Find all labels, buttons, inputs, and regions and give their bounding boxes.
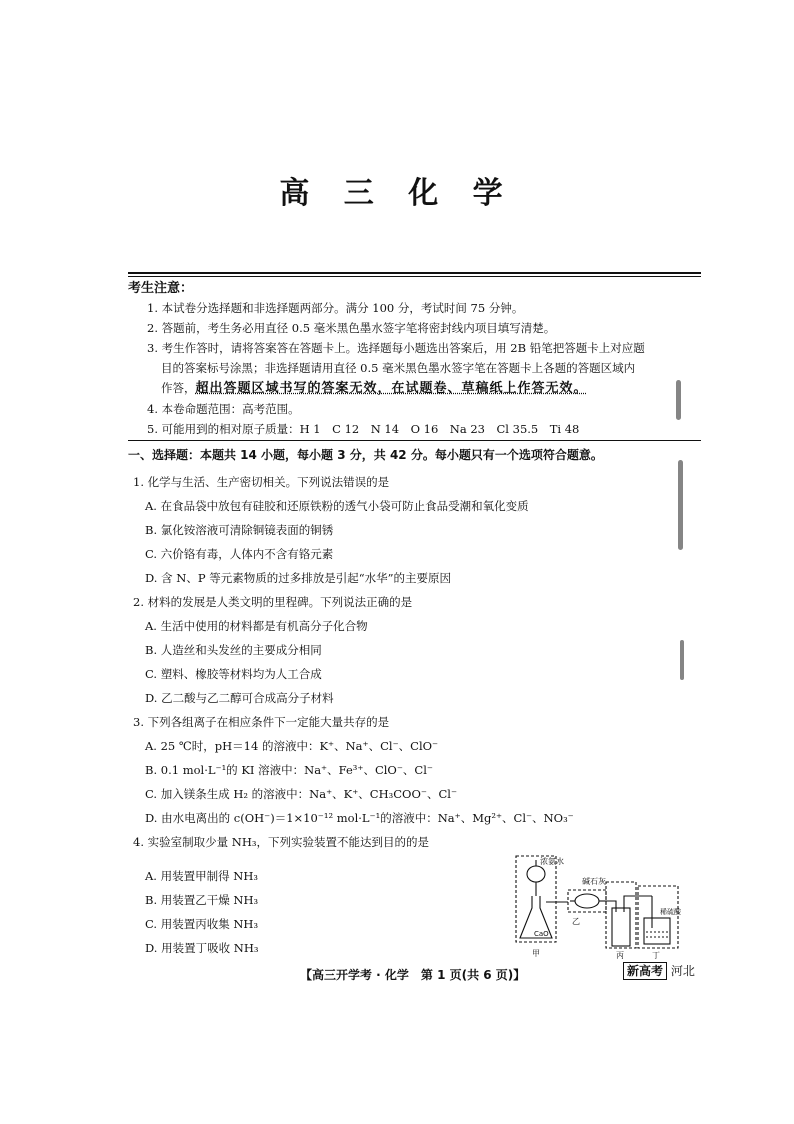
scan-artifact xyxy=(678,460,683,550)
question-stem: 3. 下列各组离子在相应条件下一定能大量共存的是 xyxy=(133,715,390,729)
option: C. 塑料、橡胶等材料均为人工合成 xyxy=(145,667,322,681)
option: D. 由水电离出的 c(OH⁻)＝1×10⁻¹² mol·L⁻¹的溶液中：Na⁺、Mg²⁺、Cl⁻、NO₃⁻ xyxy=(145,811,574,825)
question-4-options xyxy=(145,864,258,960)
question-stem: 1. 化学与生活、生产密切相关。下列说法错误的是 xyxy=(133,475,390,489)
notice-item: 2. 答题前，考生务必用直径 0.5 毫米黑色墨水签字笔将密封线内项目填写清楚。 xyxy=(147,321,556,335)
badge-new-gaokao: 新高考 xyxy=(623,962,667,980)
option: C. 加入镁条生成 H₂ 的溶液中：Na⁺、K⁺、CH₃COO⁻、Cl⁻ xyxy=(145,787,458,801)
box-bing xyxy=(606,882,636,948)
option: C. 用装置丙收集 NH₃ xyxy=(145,917,259,931)
notice-item-cont xyxy=(147,378,703,399)
section-heading: 一、选择题：本题共 14 小题，每小题 3 分，共 42 分。每小题只有一个选项符合题意。 xyxy=(128,448,603,462)
option: B. 用装置乙干燥 NH₃ xyxy=(145,893,259,907)
notice-item: 5. 可能用到的相对原子质量：H 1 C 12 N 14 O 16 Na 23 Cl 35.5 Ti 48 xyxy=(147,422,580,436)
funnel-icon xyxy=(527,866,545,882)
option: A. 生活中使用的材料都是有机高分子化合物 xyxy=(145,619,368,633)
notice-emphasis: 超出答题区域书写的答案无效，在试题卷、草稿纸上作答无效。 xyxy=(195,381,588,396)
question-stem: 2. 材料的发展是人类文明的里程碑。下列说法正确的是 xyxy=(133,595,413,609)
question-list xyxy=(133,470,693,854)
notice-list xyxy=(147,298,703,439)
notice-item: 3. 考生作答时，请将答案答在答题卡上。选择题每小题选出答案后，用 2B 铅笔把答题卡上对应题 xyxy=(147,341,645,355)
page-title: 高 三 化 学 xyxy=(279,176,515,211)
label-bing: 丙 xyxy=(616,951,624,960)
option: C. 六价铬有毒，人体内不含有铬元素 xyxy=(145,547,334,561)
option: D. 乙二酸与乙二醇可合成高分子材料 xyxy=(145,691,334,705)
header-rule xyxy=(128,272,701,274)
option: A. 在食品袋中放包有硅胶和还原铁粉的透气小袋可防止食品受潮和氧化变质 xyxy=(145,499,529,513)
label-dilute-h2so4: 稀硫酸 xyxy=(660,908,681,916)
option: B. 氯化铵溶液可清除铜镜表面的铜锈 xyxy=(145,523,334,537)
question-stem: 4. 实验室制取少量 NH₃，下列实验装置不能达到目的的是 xyxy=(133,835,429,849)
absorber-beaker-icon xyxy=(644,918,670,944)
option: B. 人造丝和头发丝的主要成分相同 xyxy=(145,643,322,657)
scan-artifact xyxy=(680,640,684,680)
option: A. 用装置甲制得 NH₃ xyxy=(145,869,258,883)
option: A. 25 ℃时，pH＝14 的溶液中：K⁺、Na⁺、Cl⁻、ClO⁻ xyxy=(145,739,439,753)
footer-badge xyxy=(623,962,695,979)
label-conc-ammonia: 浓氨水 xyxy=(540,857,564,866)
section-rule xyxy=(128,440,701,441)
badge-region: 河北 xyxy=(670,964,695,978)
ammonia-apparatus-diagram xyxy=(512,852,700,962)
option: D. 用装置丁吸收 NH₃ xyxy=(145,941,259,955)
scan-artifact xyxy=(676,380,681,420)
label-cao: CaO xyxy=(534,930,549,938)
collection-bottle-icon xyxy=(612,908,630,946)
option: D. 含 N、P 等元素物质的过多排放是引起“水华”的主要原因 xyxy=(145,571,451,585)
notice-item-cont: 目的答案标号涂黑；非选择题请用直径 0.5 毫米黑色墨水签字笔在答题卡上各题的答题区域内 xyxy=(161,361,636,375)
page-footer: 【高三开学考 · 化学 第 1 页(共 6 页)】 xyxy=(300,968,526,982)
header-rule-thin xyxy=(128,276,701,277)
notice-item: 1. 本试卷分选择题和非选择题两部分。满分 100 分，考试时间 75 分钟。 xyxy=(147,301,524,315)
label-soda-lime: 碱石灰 xyxy=(582,877,606,886)
notice-item-prefix: 作答， xyxy=(161,381,196,395)
label-jia: 甲 xyxy=(532,949,540,958)
label-ding: 丁 xyxy=(652,951,660,960)
option: B. 0.1 mol·L⁻¹的 KI 溶液中：Na⁺、Fe³⁺、ClO⁻、Cl⁻ xyxy=(145,763,433,777)
drying-tube-icon xyxy=(575,894,599,908)
label-yi: 乙 xyxy=(572,917,580,926)
notice-heading: 考生注意： xyxy=(128,281,194,296)
notice-item: 4. 本卷命题范围：高考范围。 xyxy=(147,402,300,416)
